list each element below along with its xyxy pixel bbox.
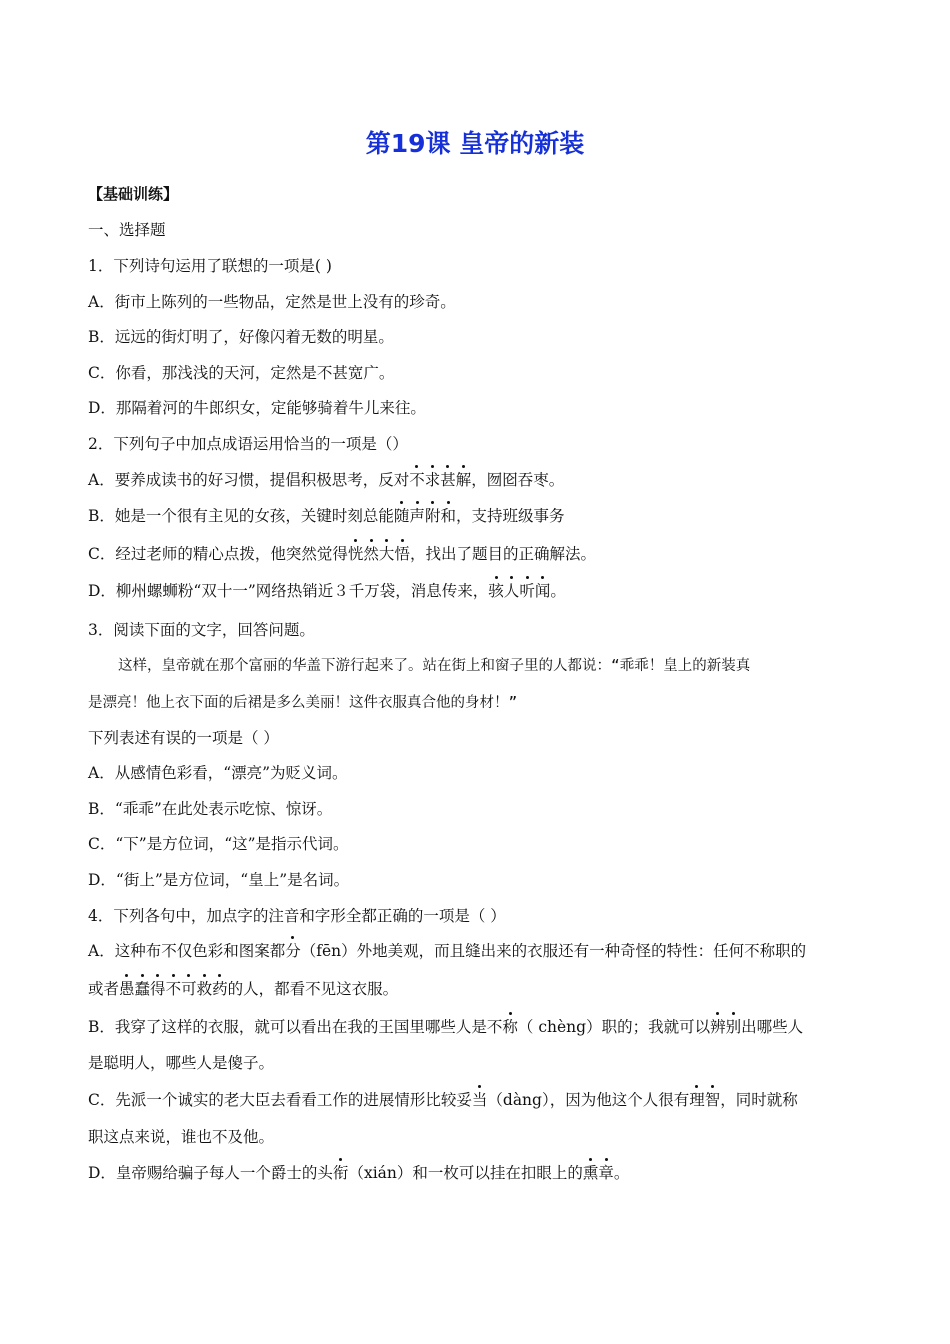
emphasis-dot-char: 求 [424, 471, 441, 489]
question-3-option-d: D．“街上”是方位词，“皇上”是名词。 [88, 871, 350, 889]
emphasis-dot-char: 声 [409, 507, 425, 525]
emphasis-dot-char: 附 [424, 507, 441, 525]
emphasis-dot-char: 救 [196, 980, 213, 998]
emphasis-dot-char: 衔 [332, 1164, 349, 1182]
emphasis-dot-char: 分 [285, 942, 301, 960]
emphasis-dot-char: 愚 [119, 980, 135, 998]
question-1-stem: 1．下列诗句运用了联想的一项是( ) [88, 257, 332, 275]
emphasized-phrase [348, 545, 410, 563]
emphasized-phrase [710, 1018, 741, 1036]
emphasized-phrase [488, 582, 550, 600]
emphasis-dot-char: 不 [409, 471, 425, 489]
question-2-option-d: D．柳州螺蛳粉“双十一”网络热销近３千万袋，消息传来，骇人听闻。 [88, 582, 566, 600]
emphasis-dot-char: 然 [363, 545, 379, 563]
emphasis-dot-char: 药 [212, 980, 228, 998]
emphasis-dot-char: 当 [471, 1091, 488, 1109]
emphasis-dot-char: 随 [393, 507, 410, 525]
question-4-stem: 4．下列各句中，加点字的注音和字形全都正确的一项是（ ） [88, 907, 506, 925]
emphasis-dot-char: 不 [165, 980, 182, 998]
emphasized-char [333, 1164, 349, 1182]
question-1-option-b: B．远远的街灯明了，好像闪着无数的明星。 [88, 328, 394, 346]
question-3-option-b: B．“乖乖”在此处表示吃惊、惊讶。 [88, 800, 333, 818]
emphasis-dot-char: 听 [519, 582, 535, 600]
part-heading: 一、选择题 [88, 221, 166, 239]
page-title: 第19课 皇帝的新装 [365, 129, 585, 158]
emphasis-dot-char: 别 [725, 1018, 742, 1036]
emphasis-dot-char: 熏 [582, 1164, 599, 1182]
emphasis-dot-char: 蠢 [134, 980, 151, 998]
question-4-option-d: D．皇帝赐给骗子每人一个爵士的头衔（xián）和一枚可以挂在扣眼上的熏章。 [88, 1164, 630, 1182]
question-2-option-a: A．要养成读书的好习惯，提倡积极思考，反对不求甚解，囫囵吞枣。 [88, 471, 565, 489]
question-2-stem: 2．下列句子中加点成语运用恰当的一项是（） [88, 435, 408, 453]
question-4-option-b-line-2: 是聪明人，哪些人是傻子。 [88, 1054, 275, 1072]
emphasis-dot-char: 骇 [488, 582, 504, 600]
reading-passage-line-1: 这样，皇帝就在那个富丽的华盖下游行起来了。站在街上和窗子里的人都说：“乖乖！皇上的新装真 [118, 658, 751, 674]
emphasis-dot-char: 可 [181, 980, 197, 998]
emphasis-dot-char: 大 [378, 545, 395, 563]
question-2-option-c: C．经过老师的精心点拨，他突然觉得恍然大悟，找出了题目的正确解法。 [88, 545, 596, 563]
question-3-option-c: C．“下”是方位词，“这”是指示代词。 [88, 835, 349, 853]
emphasized-char [472, 1091, 488, 1109]
emphasis-dot-char: 解 [455, 471, 472, 489]
emphasis-dot-char: 和 [440, 507, 456, 525]
question-4-option-a-line-1: A．这种布不仅色彩和图案都分（fēn）外地美观，而且缝出来的衣服还有一种奇怪的特性：任何不称职的 [88, 942, 807, 960]
emphasis-dot-char: 得 [150, 980, 166, 998]
question-1-option-c: C．你看，那浅浅的天河，定然是不甚宽广。 [88, 364, 395, 382]
question-4-option-c-line-2: 职这点来说，谁也不及他。 [88, 1128, 275, 1146]
emphasis-dot-char: 闻 [534, 582, 551, 600]
question-4-option-c-line-1: C．先派一个诚实的老大臣去看看工作的进展情形比较妥当（dàng），因为他这个人很有理智，同时就称 [88, 1091, 798, 1109]
reading-passage-line-2: 是漂亮！他上衣下面的后裙是多么美丽！这件衣服真合他的身材！” [88, 695, 518, 711]
emphasis-dot-char: 智 [704, 1091, 721, 1109]
emphasis-dot-char: 人 [503, 582, 520, 600]
question-2-option-b: B．她是一个很有主见的女孩，关键时刻总能随声附和，支持班级事务 [88, 507, 565, 525]
question-3-option-a: A．从感情色彩看，“漂亮”为贬义词。 [88, 764, 348, 782]
emphasis-dot-char: 甚 [440, 471, 456, 489]
emphasis-dot-char: 悟 [394, 545, 410, 563]
question-1-option-a: A．街市上陈列的一些物品，定然是世上没有的珍奇。 [88, 293, 456, 311]
emphasis-dot-char: 称 [502, 1018, 518, 1036]
section-header: 【基础训练】 [88, 185, 179, 203]
question-4-option-a-line-2: 或者愚蠢得不可救药的人，都看不见这衣服。 [88, 980, 399, 998]
question-3-stem: 3．阅读下面的文字，回答问题。 [88, 621, 315, 639]
emphasized-phrase [583, 1164, 614, 1182]
emphasized-phrase [689, 1091, 720, 1109]
emphasized-char [285, 942, 301, 960]
question-4-option-b-line-1: B．我穿了这样的衣服，就可以看出在我的王国里哪些人是不称（ chèng）职的；我就可以辨别出哪些人 [88, 1018, 804, 1036]
emphasized-phrase [394, 507, 456, 525]
emphasized-phrase [119, 980, 228, 998]
question-3-ask: 下列表述有误的一项是（ ） [88, 729, 279, 747]
emphasis-dot-char: 理 [689, 1091, 705, 1109]
emphasized-char [502, 1018, 518, 1036]
emphasis-dot-char: 恍 [347, 545, 364, 563]
emphasis-dot-char: 辨 [710, 1018, 726, 1036]
question-1-option-d: D．那隔着河的牛郎织女，定能够骑着牛儿来往。 [88, 399, 426, 417]
emphasized-phrase [409, 471, 471, 489]
emphasis-dot-char: 章 [598, 1164, 614, 1182]
